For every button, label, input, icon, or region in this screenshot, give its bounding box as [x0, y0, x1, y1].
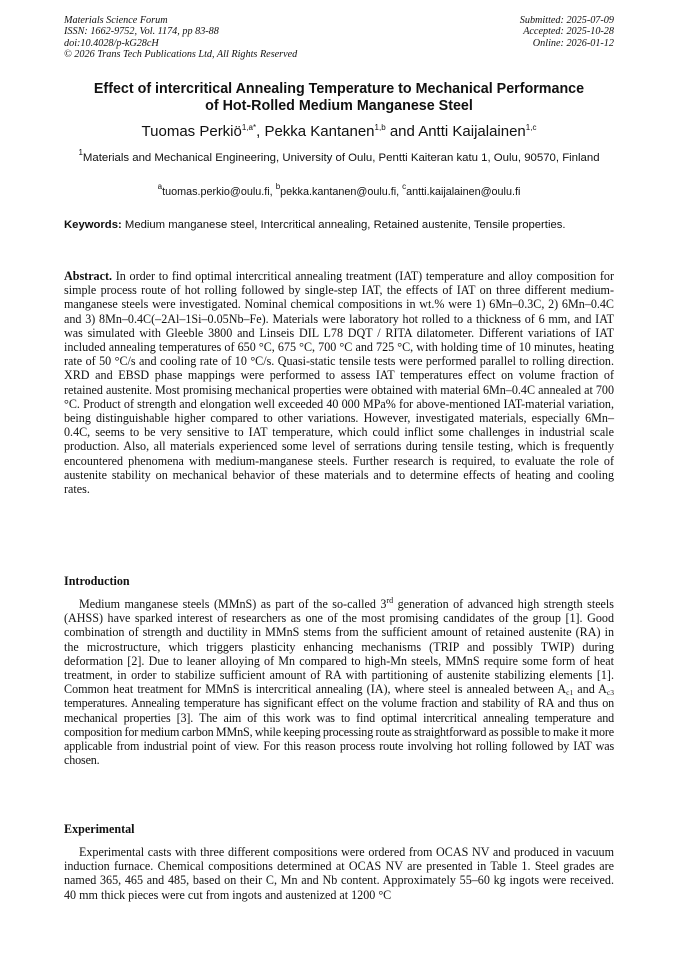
email-superscript: a: [157, 182, 163, 191]
title-line-2: of Hot-Rolled Medium Manganese Steel: [205, 98, 473, 115]
abstract-text: In order to find optimal intercritical annealing treatment (IAT) temperature and alloy composition for simple process route of hot rolling followed by single-step IAT, the effects of IAT on three different medium-manganese steels were investigated. Nominal chemical compositions in wt.% were 1) 6Mn–0.3C, 2) 6Mn–0.4C and 3) 8Mn–0.4C(–2Al–1Si–0.05Nb–Fe). Materials were laboratory hot rolled to a thickness of 6 mm, and IAT was simulated with Gleeble 3800 and Linseis DIL L78 DQT / RITA dilatometer. Different variations of IAT included annealing temperatures of 650 °C, 675 °C, 700 °C and 725 °C, with holding time of 10 minutes, heating rate of 50 °C/s and cooling rate of 10 °C/s. Quasi-static tensile tests were performed parallel to rolling direction. XRD and EBSD phase mappings were performed to assess IAT temperatures effect on volume fraction of retained austenite. Most promising mechanical properties were obtained with material 6Mn–0.4C annealed at 700 °C. Product of strength and elongation well exceeded 40 000 MPa% for above-mentioned IAT-material variation, being distinguishable higher compared to other variations. However, investigated materials, especially 6Mn–0.4C, seems to be very sensitive to IAT temperature, which could inflict some challenges in industrial scale production. Also, all materials experienced some level of serrations during tensile testing, which is frequently encountered phenomena with medium-manganese steels. Further research is required, to evaluate the role of austenite stability on mechanical behavior of these materials and to determine effects of heating and cooling rates.: [64, 269, 614, 497]
author-separator: ,: [256, 123, 265, 140]
doi-line: doi:10.4028/p-kG28cH: [64, 37, 159, 49]
title-line-1: Effect of intercritical Annealing Temperature to Mechanical Performance: [93, 81, 585, 97]
experimental-text: Experimental casts with three different compositions were ordered from OCAS NV and produced in vacuum induction furnace. Chemical compositions determined at OCAS NV are presented in Table 1. Steel grades are named 365, 465 and 485, based on their C, Mn and Nb content. Approximately 55–60 kg ingots were received. 40 mm thick pieces were cut from ingots and austenized at 1200 °C: [64, 845, 614, 902]
affiliation: [70, 150, 608, 167]
copyright-line: © 2026 Trans Tech Publications Ltd, All Rights Reserved: [64, 49, 298, 61]
experimental-paragraph: [64, 845, 614, 902]
accepted-date: Accepted: 2025-10-28: [523, 26, 614, 38]
online-date: Online: 2026-01-12: [532, 37, 614, 49]
author-name: Antti Kaijalainen: [418, 123, 526, 140]
author-superscript: 1,a*: [241, 123, 257, 132]
author-superscript: 1,c: [525, 123, 537, 132]
introduction-paragraph: [64, 597, 614, 767]
intro-subscript: c3: [606, 688, 614, 698]
journal-info: [64, 15, 297, 61]
email-superscript: b: [275, 182, 281, 191]
abstract-block: [64, 269, 614, 496]
issn-line: ISSN: 1662-9752, Vol. 1174, pp 83-88: [64, 26, 219, 38]
intro-text: temperatures. Annealing temperature has significant effect on the volume fraction and stability of RA and thus on mechanical properties [3]. The aim of this work was to find optimal intercritical annealing temperature and composition for medium carbon MMnS, while keeping processing route as straightforward as possible to make it more applicable from industrial point of view. For this reason process route involving hot rolling followed by IAT was chosen.: [64, 696, 614, 768]
intro-text: Medium manganese steels (MMnS) as part of the so-called 3: [79, 597, 387, 611]
author-name: Pekka Kantanen: [264, 123, 375, 140]
email-address: antti.kaijalainen@oulu.fi: [406, 186, 521, 198]
intro-text: and A: [573, 682, 607, 697]
affiliation-text: Materials and Mechanical Engineering, University of Oulu, Pentti Kaiteran katu 1, Oulu, 90570, Finland: [82, 152, 600, 164]
email-address: pekka.kantanen@oulu.fi,: [280, 186, 403, 198]
author-list: [40, 123, 638, 141]
submitted-date: Submitted: 2025-07-09: [519, 15, 614, 26]
intro-text: generation of advanced high strength steels (AHSS) have sparked interest of researchers as one of the most promising candidates of the group [1]. Good combination of strength and ductility in MMnS stems from the sufficient amount of retained austenite (RA) in the microstructure, which triggers plasticity enhancing mechanisms (TRIP and possibly TWIP) during deformation [2]. Due to leaner alloying of Mn compared to high-Mn steels, MMnS require some form of heat treatment, in order to stabilize sufficient amount of RA with partitioning of austenite stabilizing elements [1]. Common heat treatment for MMnS is intercritical annealing (IA), where steel is annealed between A: [64, 597, 614, 697]
paper-title: [40, 81, 638, 115]
intro-subscript: c1: [566, 688, 574, 698]
journal-name: Materials Science Forum: [64, 15, 168, 26]
author-separator: and: [385, 123, 419, 140]
affiliation-superscript: 1: [78, 148, 83, 157]
experimental-heading: Experimental: [64, 822, 135, 836]
author-name: Tuomas Perkiö: [141, 123, 242, 140]
email-superscript: c: [402, 182, 407, 191]
intro-superscript: rd: [386, 596, 394, 605]
author-emails: [40, 182, 638, 199]
introduction-heading: Introduction: [64, 574, 130, 588]
publication-dates: [520, 15, 614, 49]
author-superscript: 1,b: [374, 123, 386, 132]
keywords-label: Keywords:: [64, 219, 122, 231]
keywords-block: [64, 219, 614, 233]
abstract-label: Abstract.: [64, 269, 113, 283]
email-address: tuomas.perkio@oulu.fi,: [162, 186, 276, 198]
keywords-text: Medium manganese steel, Intercritical annealing, Retained austenite, Tensile properties.: [121, 219, 566, 231]
